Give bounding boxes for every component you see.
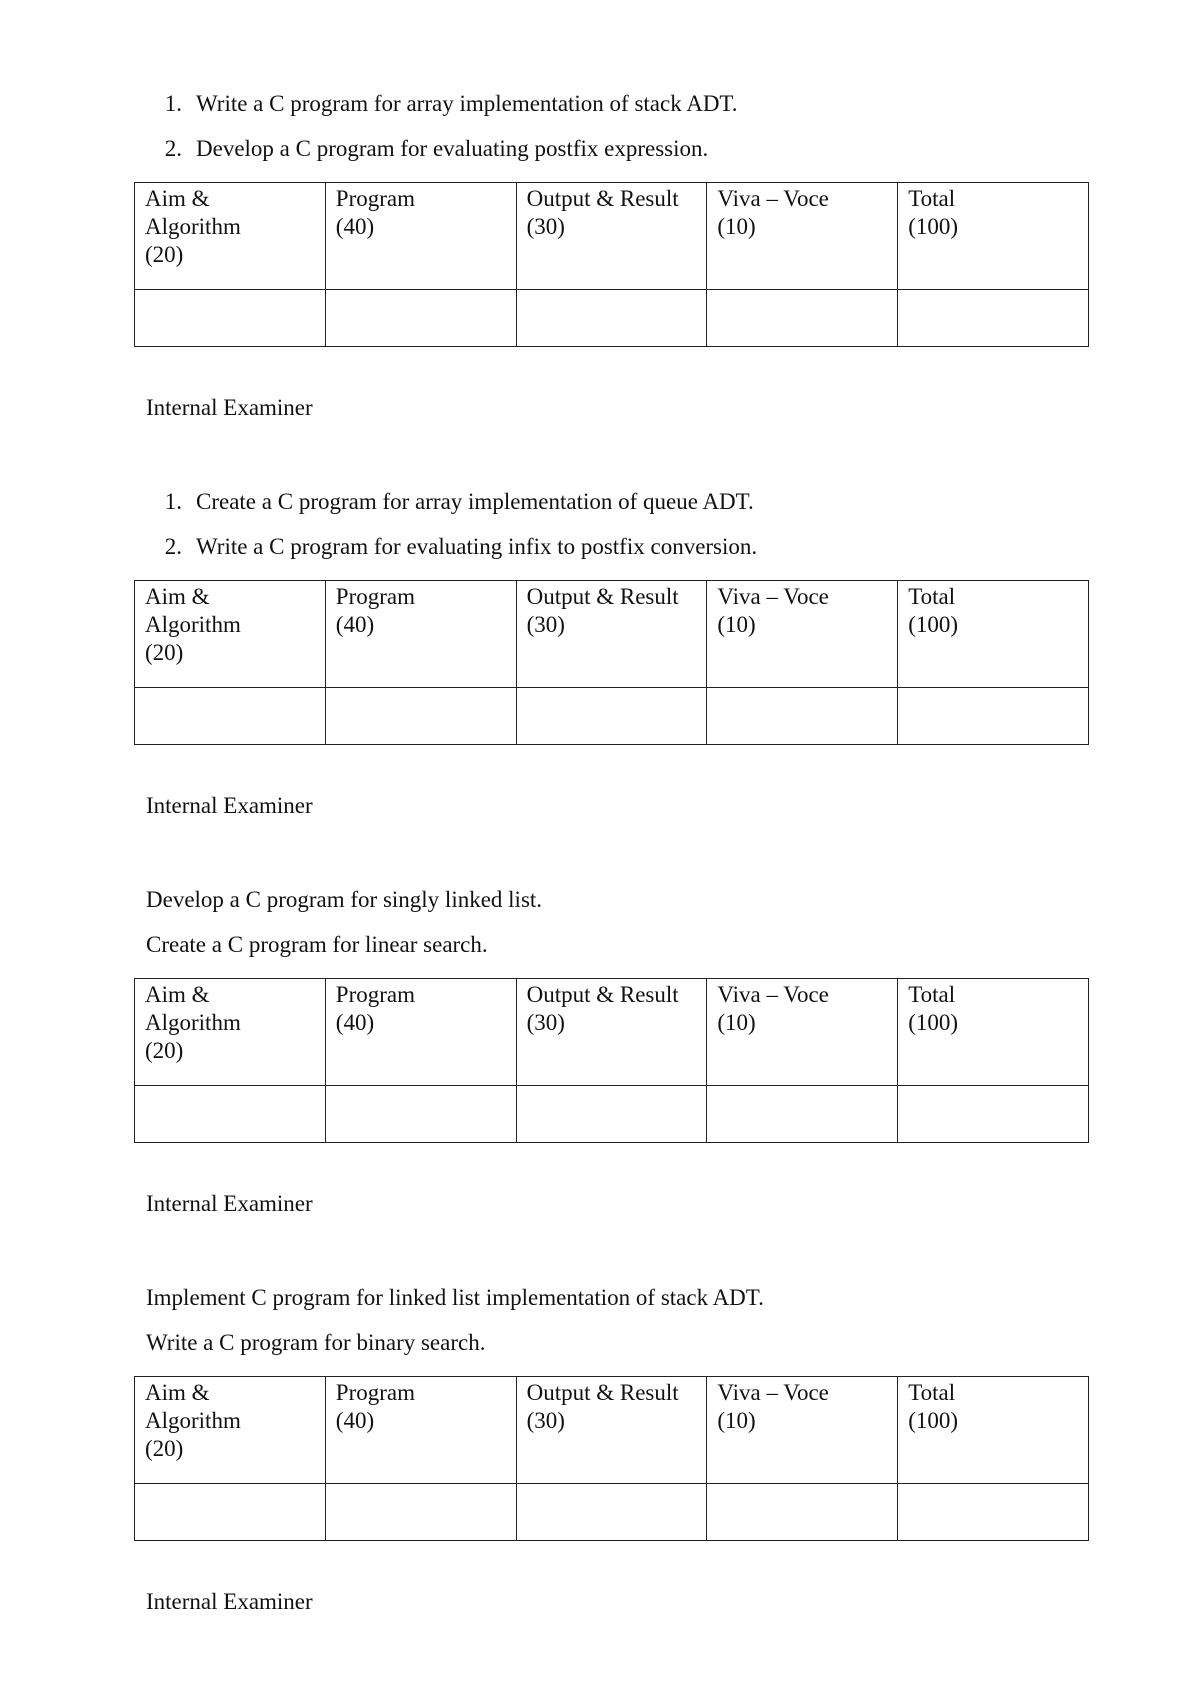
header-viva-voce: Viva – Voce (10) bbox=[707, 183, 898, 290]
question-1 bbox=[146, 886, 542, 914]
internal-examiner-label: Internal Examiner bbox=[146, 793, 313, 818]
internal-examiner-label: Internal Examiner bbox=[146, 1191, 313, 1216]
question-text: Implement C program for linked list implementation of stack ADT. bbox=[146, 1285, 764, 1310]
question-text: Write a C program for binary search. bbox=[146, 1330, 486, 1355]
header-aim-algorithm: Aim & Algorithm (20) bbox=[135, 979, 326, 1086]
marks-cell-viva[interactable] bbox=[707, 290, 898, 347]
marks-table bbox=[134, 978, 1089, 1143]
header-output-result: Output & Result (30) bbox=[516, 183, 707, 290]
question-number: 1. bbox=[164, 489, 182, 514]
header-output-result: Output & Result (30) bbox=[516, 1377, 707, 1484]
header-aim-algorithm: Aim & Algorithm (20) bbox=[135, 581, 326, 688]
marks-cell-aim[interactable] bbox=[135, 290, 326, 347]
question-number: 1. bbox=[164, 91, 182, 116]
marks-cell-program[interactable] bbox=[325, 688, 516, 745]
header-total: Total (100) bbox=[898, 183, 1089, 290]
question-2 bbox=[146, 931, 488, 959]
header-aim-algorithm: Aim & Algorithm (20) bbox=[135, 1377, 326, 1484]
header-viva-voce: Viva – Voce (10) bbox=[707, 1377, 898, 1484]
marks-header-row bbox=[135, 183, 1089, 290]
header-total: Total (100) bbox=[898, 581, 1089, 688]
question-text: Write a C program for array implementation of stack ADT. bbox=[196, 91, 738, 116]
header-program: Program (40) bbox=[325, 581, 516, 688]
marks-cell-total[interactable] bbox=[898, 1086, 1089, 1143]
marks-cell-output[interactable] bbox=[516, 1484, 707, 1541]
marks-cell-aim[interactable] bbox=[135, 1484, 326, 1541]
marks-entry-row bbox=[135, 290, 1089, 347]
header-program: Program (40) bbox=[325, 183, 516, 290]
question-2 bbox=[146, 1329, 485, 1357]
marks-cell-viva[interactable] bbox=[707, 688, 898, 745]
header-program: Program (40) bbox=[325, 979, 516, 1086]
marks-cell-output[interactable] bbox=[516, 290, 707, 347]
header-program: Program (40) bbox=[325, 1377, 516, 1484]
question-text: Develop a C program for evaluating postfix expression. bbox=[196, 136, 709, 161]
marks-table bbox=[134, 182, 1089, 347]
question-2 bbox=[146, 533, 757, 561]
marks-cell-total[interactable] bbox=[898, 290, 1089, 347]
marks-table bbox=[134, 580, 1089, 745]
question-text: Create a C program for array implementation of queue ADT. bbox=[196, 489, 754, 514]
question-number: 2. bbox=[164, 534, 182, 559]
marks-cell-viva[interactable] bbox=[707, 1086, 898, 1143]
question-text: Write a C program for evaluating infix to postfix conversion. bbox=[196, 534, 758, 559]
marks-cell-aim[interactable] bbox=[135, 1086, 326, 1143]
marks-cell-program[interactable] bbox=[325, 1086, 516, 1143]
internal-examiner-label: Internal Examiner bbox=[146, 395, 313, 420]
internal-examiner-label: Internal Examiner bbox=[146, 1589, 313, 1614]
marks-cell-program[interactable] bbox=[325, 1484, 516, 1541]
question-1 bbox=[146, 90, 738, 118]
marks-cell-total[interactable] bbox=[898, 1484, 1089, 1541]
marks-cell-output[interactable] bbox=[516, 1086, 707, 1143]
question-1 bbox=[146, 488, 754, 516]
question-2 bbox=[146, 135, 708, 163]
marks-cell-program[interactable] bbox=[325, 290, 516, 347]
header-output-result: Output & Result (30) bbox=[516, 979, 707, 1086]
marks-cell-viva[interactable] bbox=[707, 1484, 898, 1541]
header-output-result: Output & Result (30) bbox=[516, 581, 707, 688]
marks-entry-row bbox=[135, 1484, 1089, 1541]
marks-entry-row bbox=[135, 688, 1089, 745]
question-text: Create a C program for linear search. bbox=[146, 932, 488, 957]
header-viva-voce: Viva – Voce (10) bbox=[707, 581, 898, 688]
question-text: Develop a C program for singly linked list. bbox=[146, 887, 543, 912]
header-total: Total (100) bbox=[898, 979, 1089, 1086]
marks-cell-total[interactable] bbox=[898, 688, 1089, 745]
header-aim-algorithm: Aim & Algorithm (20) bbox=[135, 183, 326, 290]
marks-cell-output[interactable] bbox=[516, 688, 707, 745]
question-number: 2. bbox=[164, 136, 182, 161]
header-total: Total (100) bbox=[898, 1377, 1089, 1484]
marks-header-row bbox=[135, 1377, 1089, 1484]
header-viva-voce: Viva – Voce (10) bbox=[707, 979, 898, 1086]
marks-header-row bbox=[135, 581, 1089, 688]
marks-entry-row bbox=[135, 1086, 1089, 1143]
marks-header-row bbox=[135, 979, 1089, 1086]
question-1 bbox=[146, 1284, 764, 1312]
marks-cell-aim[interactable] bbox=[135, 688, 326, 745]
marks-table bbox=[134, 1376, 1089, 1541]
